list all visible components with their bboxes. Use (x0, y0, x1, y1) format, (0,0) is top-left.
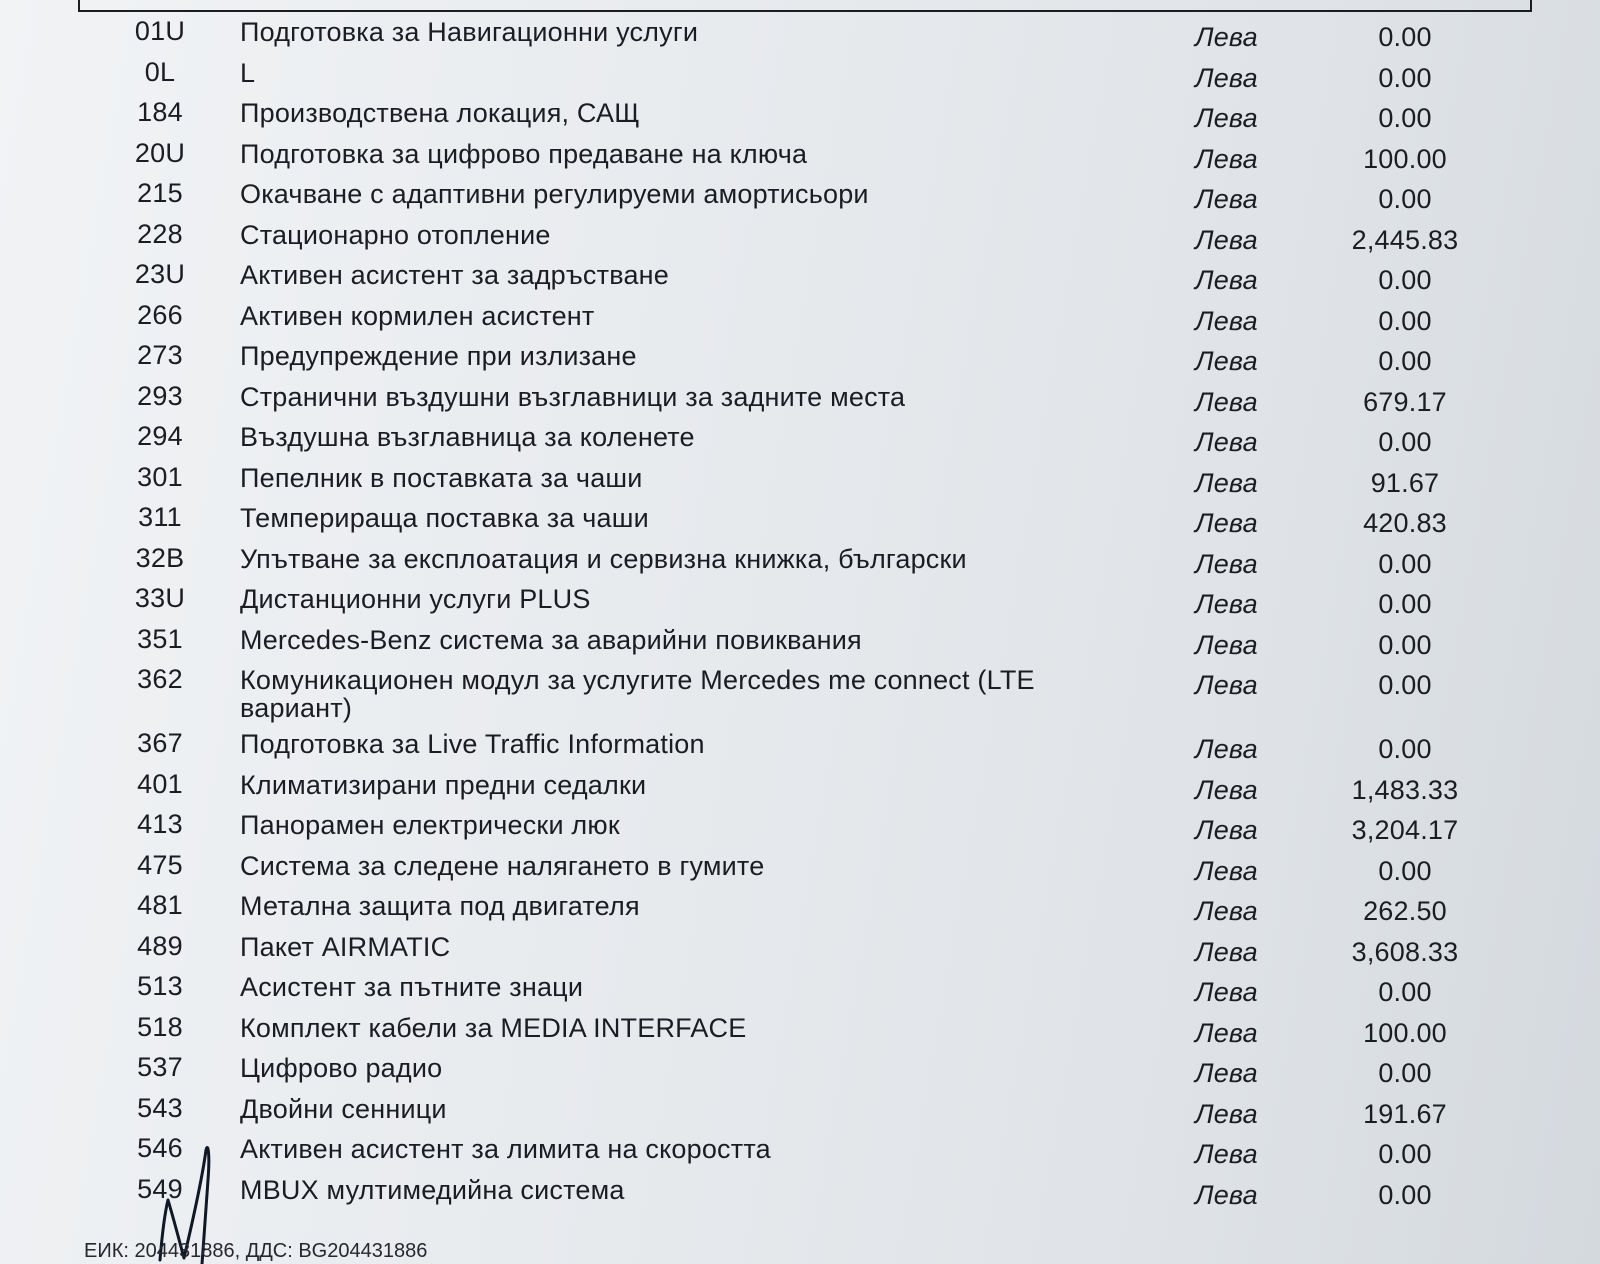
row-code: 20U (134, 137, 186, 168)
table-row (0, 1050, 1600, 1091)
row-currency: Лева (1195, 815, 1258, 845)
table-row (0, 500, 1600, 541)
row-description: Двойни сенници (240, 1093, 447, 1124)
table-row (0, 217, 1600, 258)
row-code: 32B (135, 542, 185, 573)
row-currency: Лева (1195, 1139, 1258, 1169)
row-description: Метална защита под двигателя (240, 891, 640, 921)
row-code: 266 (137, 299, 183, 330)
row-amount: 3,204.17 (1351, 815, 1459, 845)
row-description: Предупреждение при излизане (240, 341, 637, 371)
row-description: Производствена локация, САЩ (240, 98, 640, 128)
row-code: 367 (137, 728, 183, 758)
table-row (0, 888, 1600, 929)
row-currency: Лева (1195, 1058, 1258, 1088)
row-currency: Лева (1195, 103, 1258, 133)
table-frame-bottom-edge (78, 0, 1532, 12)
row-description: Асистент за пътните знаци (240, 972, 584, 1002)
row-code: 228 (137, 218, 183, 249)
table-row (0, 257, 1600, 298)
row-currency: Лева (1195, 1179, 1258, 1210)
row-amount: 0.00 (1378, 103, 1432, 133)
row-currency: Лева (1195, 224, 1258, 255)
row-currency: Лева (1195, 22, 1258, 52)
row-currency: Лева (1195, 346, 1258, 376)
table-row (0, 581, 1600, 622)
table-row (0, 55, 1600, 96)
row-description: Панорамен електрически люк (240, 810, 620, 840)
row-currency: Лева (1195, 774, 1258, 805)
row-description: MBUX мултимедийна система (240, 1174, 625, 1205)
row-description: Дистанционни услуги PLUS (240, 584, 591, 614)
row-currency: Лева (1195, 670, 1258, 700)
row-currency: Лева (1195, 386, 1258, 417)
row-description: Активен асистент за задръстване (240, 260, 669, 290)
row-amount: 0.00 (1378, 670, 1432, 700)
row-description: Подготовка за Live Traffic Information (240, 729, 705, 759)
row-description: Странични въздушни възглавници за задните места (240, 381, 906, 412)
row-amount: 0.00 (1378, 305, 1432, 336)
row-code: 362 (137, 664, 183, 694)
row-code: 184 (137, 97, 183, 127)
row-description: Подготовка за Навигационни услуги (240, 17, 699, 47)
row-code: 537 (137, 1052, 183, 1082)
table-row (0, 929, 1600, 970)
row-code: 543 (137, 1092, 183, 1123)
row-code: 33U (134, 583, 186, 613)
table-row (0, 136, 1600, 177)
table-row (0, 379, 1600, 420)
row-description: Комплект кабели за MEDIA INTERFACE (240, 1012, 747, 1043)
row-code: 549 (137, 1173, 183, 1204)
table-row (0, 662, 1600, 726)
row-amount: 100.00 (1363, 143, 1447, 174)
row-amount: 262.50 (1363, 896, 1447, 926)
row-description: Подготовка за цифрово предаване на ключа (240, 138, 808, 169)
table-row (0, 176, 1600, 217)
row-currency: Лева (1195, 184, 1258, 214)
row-description: Климатизирани предни седалки (240, 769, 647, 800)
row-description: Пепелник в поставката за чаши (240, 462, 643, 493)
table-row (0, 807, 1600, 848)
row-currency: Лева (1195, 589, 1258, 619)
table-row (0, 767, 1600, 808)
row-description: Система за следене налягането в гумите (240, 850, 765, 881)
row-currency: Лева (1195, 977, 1258, 1007)
row-amount: 100.00 (1363, 1017, 1447, 1048)
row-code: 413 (137, 809, 183, 839)
row-amount: 0.00 (1378, 22, 1432, 52)
row-amount: 2,445.83 (1351, 224, 1459, 255)
table-row (0, 541, 1600, 582)
row-currency: Лева (1195, 265, 1258, 295)
row-description: Пакет AIRMATIC (240, 931, 451, 962)
row-amount: 0.00 (1378, 629, 1432, 660)
row-description: Комуникационен модул за услугите Mercedes me connect (LTE вариант) (240, 665, 1035, 723)
row-description: Упътване за експлоатация и сервизна книжка, български (240, 543, 967, 574)
row-description: L (240, 57, 256, 88)
table-row (0, 969, 1600, 1010)
row-amount: 0.00 (1378, 855, 1432, 886)
row-code: 489 (137, 930, 183, 961)
row-currency: Лева (1195, 936, 1258, 967)
row-currency: Лева (1195, 629, 1258, 660)
row-description: Mercedes-Benz система за аварийни повиквания (240, 624, 862, 655)
row-code: 475 (137, 849, 183, 880)
equipment-table (0, 14, 1600, 1212)
row-amount: 0.00 (1378, 548, 1432, 579)
table-row (0, 726, 1600, 767)
row-code: 518 (137, 1011, 183, 1042)
table-row (0, 338, 1600, 379)
row-amount: 191.67 (1363, 1098, 1447, 1129)
row-description: Цифрово радио (240, 1053, 443, 1083)
row-currency: Лева (1195, 508, 1258, 538)
table-row (0, 848, 1600, 889)
row-currency: Лева (1195, 427, 1258, 457)
row-amount: 0.00 (1378, 589, 1432, 619)
row-code: 513 (137, 971, 183, 1001)
row-amount: 0.00 (1378, 184, 1432, 214)
row-amount: 91.67 (1370, 467, 1440, 498)
row-amount: 0.00 (1378, 734, 1432, 764)
row-currency: Лева (1195, 143, 1258, 174)
row-description: Активен кормилен асистент (240, 300, 595, 331)
row-code: 301 (137, 461, 183, 492)
row-code: 23U (134, 259, 186, 289)
row-currency: Лева (1195, 734, 1258, 764)
table-row (0, 1091, 1600, 1132)
row-amount: 0.00 (1378, 1179, 1432, 1210)
row-description: Активен асистент за лимита на скоростта (240, 1134, 771, 1164)
row-currency: Лева (1195, 896, 1258, 926)
row-amount: 0.00 (1378, 1139, 1432, 1169)
row-amount: 0.00 (1378, 1058, 1432, 1088)
row-amount: 0.00 (1378, 427, 1432, 457)
table-row (0, 1010, 1600, 1051)
table-row (0, 95, 1600, 136)
row-code: 481 (137, 890, 183, 920)
table-row (0, 460, 1600, 501)
row-currency: Лева (1195, 855, 1258, 886)
row-amount: 0.00 (1378, 977, 1432, 1007)
row-currency: Лева (1195, 548, 1258, 579)
row-code: 293 (137, 380, 183, 411)
row-description: Темперираща поставка за чаши (240, 503, 649, 533)
row-code: 311 (138, 502, 182, 532)
row-currency: Лева (1195, 1017, 1258, 1048)
row-code: 215 (137, 178, 183, 208)
table-row (0, 622, 1600, 663)
row-code: 01U (134, 16, 186, 46)
row-amount: 0.00 (1378, 265, 1432, 295)
row-description: Стационарно отопление (240, 219, 551, 250)
row-currency: Лева (1195, 62, 1258, 93)
row-amount: 420.83 (1363, 508, 1447, 538)
table-row (0, 419, 1600, 460)
row-code: 351 (137, 623, 183, 654)
row-description: Въздушна възглавница за коленете (240, 422, 695, 452)
row-code: 294 (137, 421, 183, 451)
row-amount: 3,608.33 (1351, 936, 1459, 967)
row-currency: Лева (1195, 305, 1258, 336)
row-currency: Лева (1195, 467, 1258, 498)
company-id-footer: ЕИК: 204431886, ДДС: BG204431886 (84, 1240, 428, 1262)
row-amount: 0.00 (1378, 346, 1432, 376)
row-currency: Лева (1195, 1098, 1258, 1129)
table-row (0, 14, 1600, 55)
row-code: 546 (137, 1133, 183, 1163)
row-amount: 679.17 (1363, 386, 1447, 417)
row-amount: 1,483.33 (1351, 774, 1459, 805)
table-row (0, 298, 1600, 339)
row-code: 273 (137, 340, 183, 370)
row-description: Окачване с адаптивни регулируеми амортисьори (240, 179, 869, 209)
row-code: 401 (137, 768, 183, 799)
row-code: 0L (144, 56, 176, 87)
row-amount: 0.00 (1378, 62, 1432, 93)
